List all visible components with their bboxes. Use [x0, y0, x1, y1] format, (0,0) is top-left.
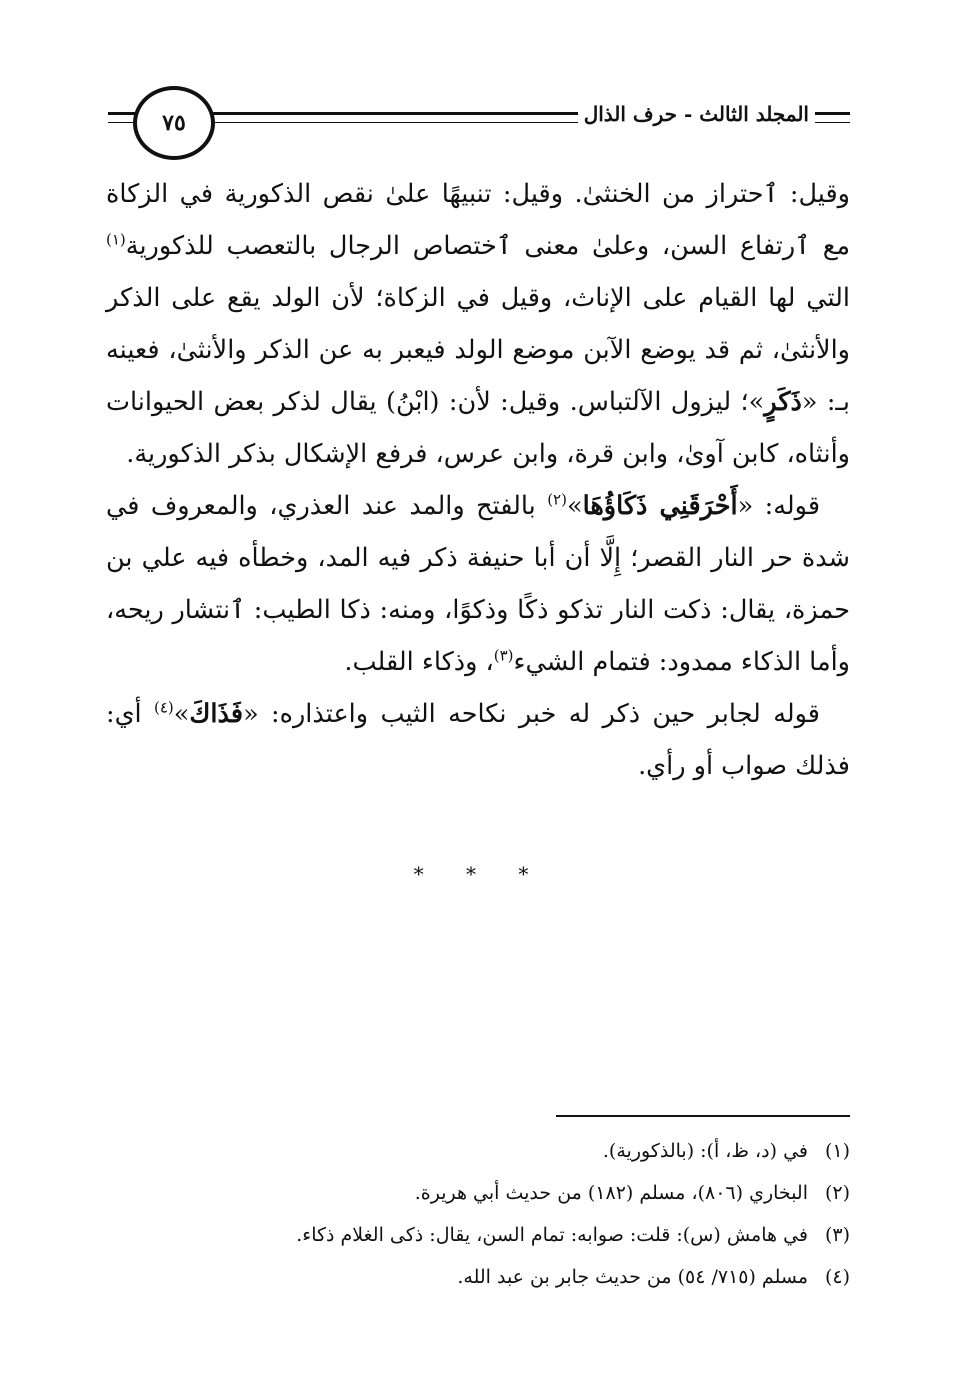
- footnote-1-number: (١): [824, 1140, 850, 1162]
- paragraph-1: [106, 168, 850, 480]
- quoted-hadith-phrase-3: فَذَاكَ: [189, 699, 244, 729]
- footnote-2-text: البخاري (٨٠٦)، مسلم (١٨٢) من حديث أبي هريرة.: [414, 1182, 808, 1204]
- footnote-4: [150, 1256, 850, 1298]
- footnote-3-text: في هامش (س): قلت: صوابه: تمام السن، يقال: ذكى الغلام ذكاء.: [296, 1224, 808, 1246]
- section-separator: * * *: [413, 862, 547, 886]
- footnote-3-number: (٣): [824, 1224, 850, 1246]
- p2-part-b: »: [566, 491, 583, 521]
- p1-line-1: وقيل: ٱحتراز من الخنثىٰ. وقيل: تنبيهًا علىٰ نقص الذكورية في الزكاة مع: [106, 179, 850, 261]
- footnote-2-number: (٢): [824, 1182, 850, 1204]
- p1-line-4: والأنثىٰ، ثم قد يوضع الآبن موضع الولد فيعبر به عن الذكر والأنثىٰ،: [168, 335, 850, 365]
- footnote-ref-2[interactable]: (٢): [547, 490, 567, 509]
- p2-part-d: ، وذكاء القلب.: [344, 647, 494, 677]
- footnote-1: [150, 1130, 850, 1172]
- body-text: [106, 168, 850, 792]
- footnote-4-number: (٤): [824, 1266, 850, 1288]
- footnote-ref-1[interactable]: (١): [106, 230, 126, 249]
- p1-line-5a: فعينه بـ: «: [106, 335, 850, 417]
- p1-line-2a: ٱرتفاع السن، وعلىٰ معنى ٱختصاص الرجال بالتعصب للذكورية: [125, 231, 811, 261]
- p1-line-3: لها القيام على الإناث، وقيل في الزكاة؛ لأن الولد يقع على الذكر: [106, 283, 796, 313]
- quoted-hadith-phrase-2: أَحْرَقَنِي ذَكَاؤُهَا: [582, 491, 738, 521]
- running-head: المجلد الثالث - حرف الذال: [578, 102, 815, 126]
- p1-line-5b: »؛ ليزول الآلتباس. وقيل: لأن: (ابْنُ) يقال لذكر بعض: [213, 387, 765, 417]
- paragraph-3: [106, 688, 850, 792]
- quoted-word-dhakar: ذَكَرٍ: [764, 387, 802, 417]
- footnote-ref-4[interactable]: (٤): [154, 698, 174, 717]
- p1-line-6: الحيوانات وأنثاه، كابن آوىٰ، وابن قرة، وابن عرس، فرفع الإشكال بذكر: [106, 387, 850, 469]
- footnote-4-text: مسلم (٧١٥/ ٥٤) من حديث جابر بن عبد الله.: [457, 1266, 808, 1288]
- p3-part-b: »: [173, 699, 190, 729]
- page-number: ٧٥: [133, 86, 215, 160]
- footnote-ref-3[interactable]: (٣): [493, 646, 514, 665]
- footnote-2: [150, 1172, 850, 1214]
- footnotes: [150, 1130, 850, 1298]
- p1-line-7: الذكورية.: [126, 439, 221, 469]
- p1-line-2b: التي: [806, 283, 850, 313]
- paragraph-2: [106, 480, 850, 688]
- p2-part-a: قوله: «: [737, 491, 821, 521]
- footnote-3: [150, 1214, 850, 1256]
- footnote-1-text: في (د، ظ، أ): (بالذكورية).: [602, 1140, 808, 1162]
- p3-part-c: أي: فذلك صواب أو رأي.: [106, 699, 850, 781]
- p3-part-a: قوله لجابر حين ذكر له خبر نكاحه الثيب واعتذاره: «: [243, 699, 820, 729]
- footnote-rule: [556, 1115, 850, 1117]
- p2-part-c: بالفتح والمد عند العذري، والمعروف في شدة حر النار القصر؛ إِلَّا أن أبا حنيفة ذكر فيه المد، وخطأه فيه علي بن حمزة، يقال: ذكت النار تذكو ذكًا وذكوًا، ومنه: ذكا الطيب: ٱنتشار ريحه، وأما الذكاء ممدود: فتمام الشيء: [106, 491, 850, 677]
